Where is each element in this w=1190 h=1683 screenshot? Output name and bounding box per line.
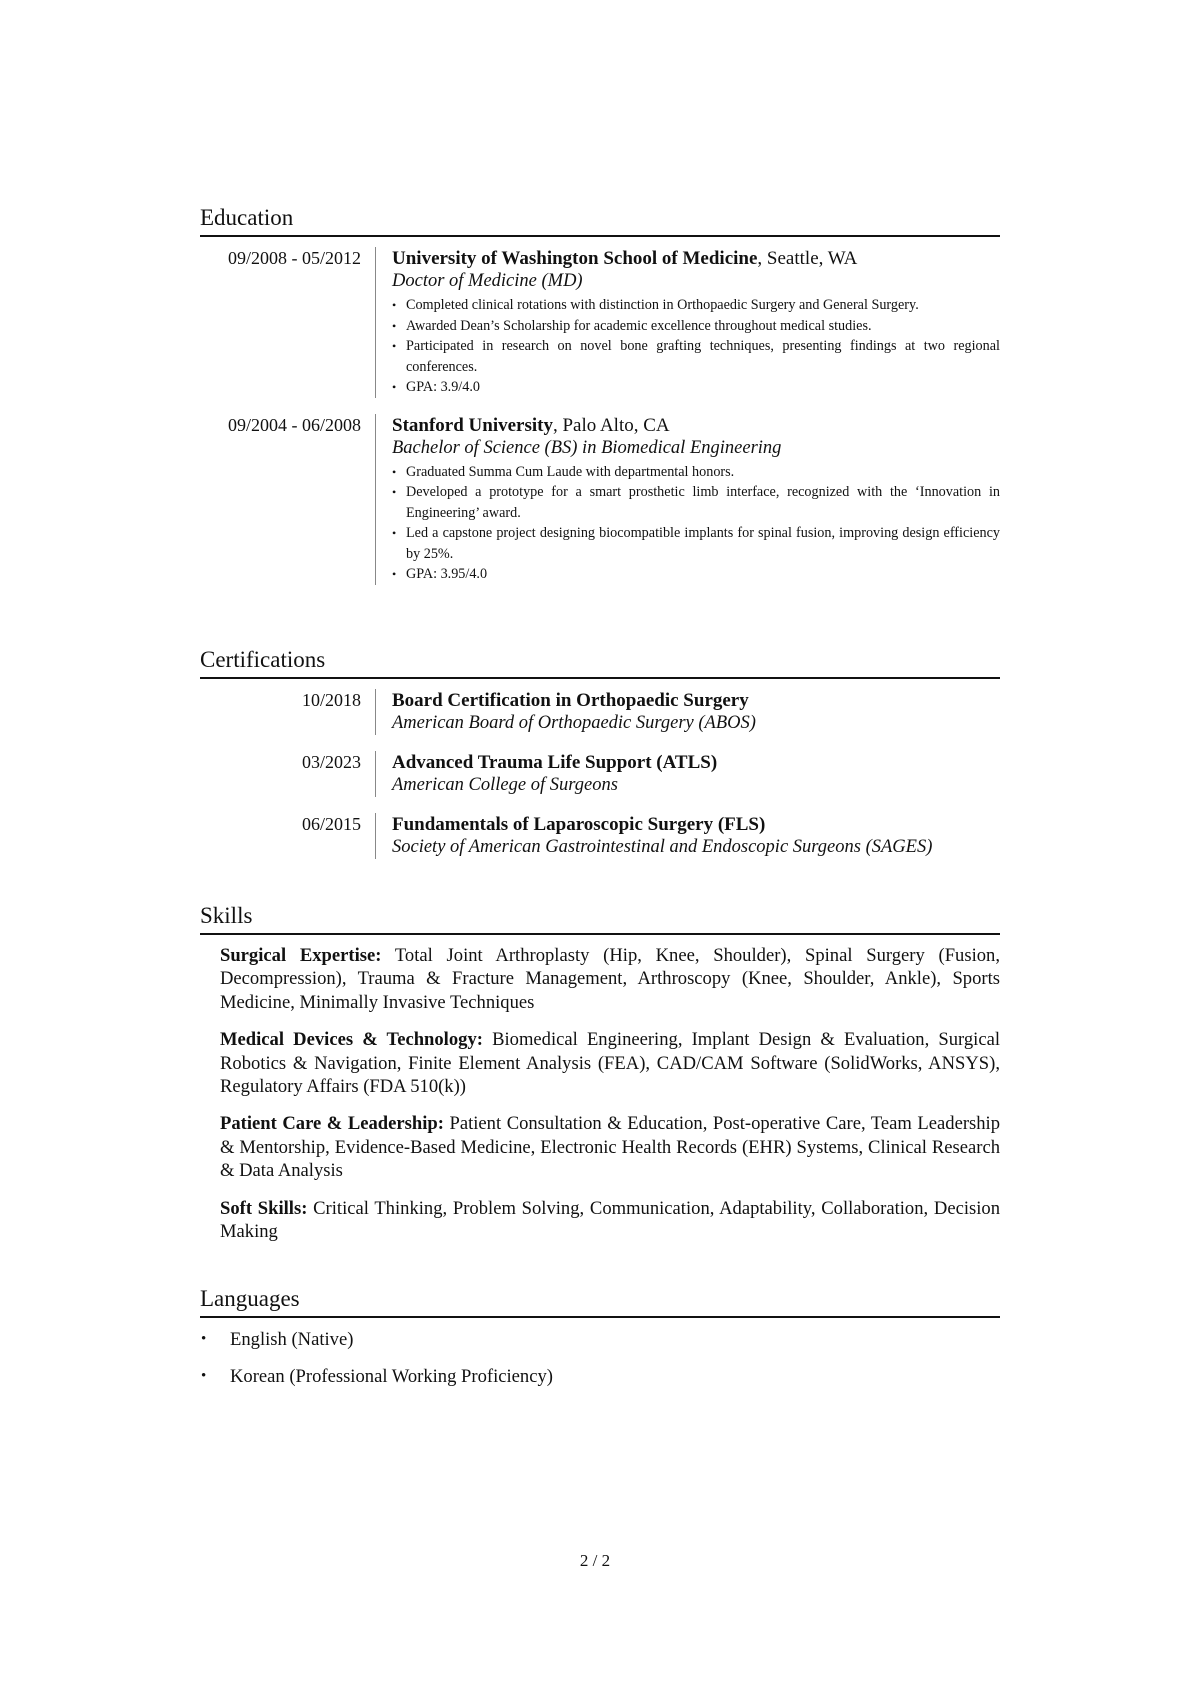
certification-entry xyxy=(200,813,1000,859)
languages-list xyxy=(200,1328,1000,1388)
list-item: • Korean (Professional Working Proficiency) xyxy=(200,1365,1000,1388)
entry-date: 09/2004 - 06/2008 xyxy=(228,414,361,435)
skill-group-text: Total Joint Arthroplasty (Hip, Knee, Shoulder), Spinal Surgery (Fusion, Decompression), Trauma & Fracture Management, Arthroscopy (Knee, Shoulder, Ankle), Sports Medicine, Minimally Invasive Techniques xyxy=(220,945,1000,1013)
certification-name: Board Certification in Orthopaedic Surgery xyxy=(392,690,749,711)
education-entry xyxy=(200,414,1000,585)
certification-issuer: American College of Surgeons xyxy=(392,775,618,795)
skill-group-label: Soft Skills: xyxy=(220,1197,308,1219)
certification-issuer: American Board of Orthopaedic Surgery (ABOS) xyxy=(392,713,756,733)
skills-section xyxy=(200,902,1000,1257)
certification-entry xyxy=(200,751,1000,797)
skill-group xyxy=(220,1197,1000,1244)
certification-entry xyxy=(200,689,1000,735)
entry-date: 10/2018 xyxy=(301,690,361,710)
entry-heading xyxy=(392,414,1000,437)
achievement-list xyxy=(392,295,1000,398)
institution-location: , Seattle, WA xyxy=(757,248,858,269)
list-item: • Awarded Dean’s Scholarship for academic excellence throughout medical studies. xyxy=(392,316,1000,337)
achievement-list xyxy=(392,462,1000,585)
entry-date: 09/2008 - 05/2012 xyxy=(228,248,361,268)
certifications-section xyxy=(200,646,1000,859)
resume-page xyxy=(200,0,1000,1683)
certification-name: Advanced Trauma Life Support (ATLS) xyxy=(392,752,718,773)
institution-name: University of Washington School of Medicine xyxy=(392,248,758,269)
education-entry xyxy=(200,247,1000,398)
list-item: • GPA: 3.95/4.0 xyxy=(392,564,1000,585)
list-item: • Participated in research on novel bone grafting techniques, presenting findings at two regional conferences. xyxy=(392,336,1000,377)
page-number: 2 / 2 xyxy=(579,1551,611,1570)
certifications-heading: Certifications xyxy=(200,646,1000,679)
skill-group xyxy=(220,944,1000,1014)
entry-heading xyxy=(392,751,1000,774)
languages-section xyxy=(200,1285,1000,1402)
degree: Doctor of Medicine (MD) xyxy=(392,271,583,291)
skills-heading: Skills xyxy=(200,902,1000,935)
education-section xyxy=(200,204,1000,601)
skill-group-label: Surgical Expertise: xyxy=(220,945,382,966)
entry-body xyxy=(375,414,1000,585)
skill-group xyxy=(220,1112,1000,1182)
skill-group-text: Critical Thinking, Problem Solving, Communication, Adaptability, Collaboration, Decision Making xyxy=(220,1197,1000,1243)
institution-location: , Palo Alto, CA xyxy=(552,414,670,436)
list-item: • Completed clinical rotations with distinction in Orthopaedic Surgery and General Surgery. xyxy=(392,295,1000,316)
certification-issuer: Society of American Gastrointestinal and Endoscopic Surgeons (SAGES) xyxy=(392,837,933,857)
entry-body xyxy=(375,813,1000,859)
skills-list xyxy=(200,944,1000,1243)
list-item: • Graduated Summa Cum Laude with departmental honors. xyxy=(392,462,1000,483)
list-item: • Led a capstone project designing biocompatible implants for spinal fusion, improving design efficiency by 25%. xyxy=(392,523,1000,564)
skill-group-text: Patient Consultation & Education, Post-operative Care, Team Leadership & Mentorship, Evidence-Based Medicine, Electronic Health Records (EHR) Systems, Clinical Research & Data Analysis xyxy=(220,1113,1001,1182)
list-item: • English (Native) xyxy=(200,1328,1000,1351)
entry-date: 03/2023 xyxy=(301,752,361,772)
entry-heading xyxy=(392,689,1000,712)
certification-entries xyxy=(200,689,1000,859)
entry-body xyxy=(375,751,1000,797)
entry-date: 06/2015 xyxy=(301,814,361,834)
skill-group-label: Patient Care & Leadership: xyxy=(220,1113,444,1135)
list-item: • GPA: 3.9/4.0 xyxy=(392,377,1000,398)
degree: Bachelor of Science (BS) in Biomedical Engineering xyxy=(392,437,782,458)
skill-group xyxy=(220,1028,1000,1098)
list-item: • Developed a prototype for a smart prosthetic limb interface, recognized with the ‘Innovation in Engineering’ award. xyxy=(392,482,1000,523)
entry-heading xyxy=(392,813,1000,836)
entry-body xyxy=(375,247,1000,398)
institution-name: Stanford University xyxy=(392,414,553,436)
languages-heading: Languages xyxy=(200,1285,1000,1318)
certification-name: Fundamentals of Laparoscopic Surgery (FLS) xyxy=(392,814,766,835)
skill-group-label: Medical Devices & Technology: xyxy=(220,1029,483,1051)
entry-body xyxy=(375,689,1000,735)
skill-group-text: Biomedical Engineering, Implant Design & Evaluation, Surgical Robotics & Navigation, Finite Element Analysis (FEA), CAD/CAM Software (SolidWorks, ANSYS), Regulatory Affairs (FDA 510(k)) xyxy=(220,1029,1000,1098)
entry-heading xyxy=(392,247,1000,270)
education-heading: Education xyxy=(200,204,1000,237)
education-entries xyxy=(200,247,1000,585)
